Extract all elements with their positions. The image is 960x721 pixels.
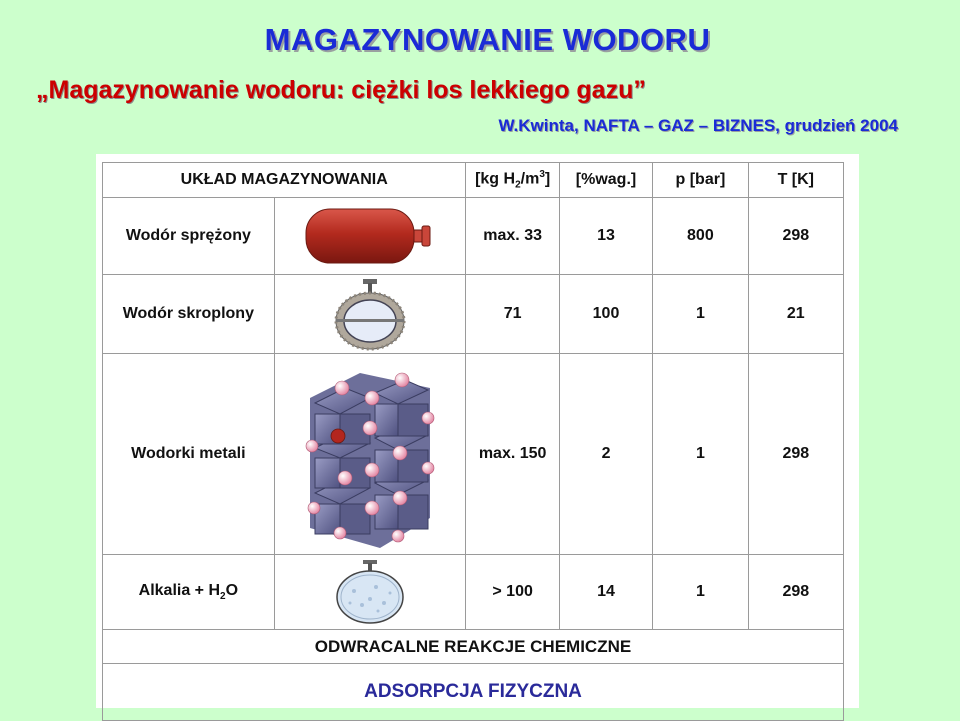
storage-table-panel bbox=[96, 154, 859, 708]
table-footer-row bbox=[103, 664, 844, 721]
metal-hydride-lattice-icon bbox=[274, 354, 466, 555]
cell-weight: 13 bbox=[559, 198, 652, 275]
physical-adsorption-note: ADSORPCJA FIZYCZNA bbox=[103, 664, 844, 721]
source-citation: W.Kwinta, NAFTA – GAZ – BIZNES, grudzień 2004 bbox=[498, 116, 898, 135]
cell-temperature: 298 bbox=[748, 555, 843, 630]
header-weight: [%wag.] bbox=[559, 163, 652, 198]
cell-density: > 100 bbox=[466, 555, 559, 630]
cell-pressure: 1 bbox=[653, 275, 748, 354]
row-label: Wodorki metali bbox=[103, 354, 275, 555]
cell-density: max. 33 bbox=[466, 198, 559, 275]
table-row bbox=[103, 555, 844, 630]
cell-pressure: 800 bbox=[653, 198, 748, 275]
table-footer-row bbox=[103, 630, 844, 664]
table-row bbox=[103, 275, 844, 354]
cryogenic-tank-icon bbox=[274, 275, 466, 354]
cell-pressure: 1 bbox=[653, 354, 748, 555]
header-density: [kg $H_2/m^3$] bbox=[466, 163, 559, 198]
storage-table bbox=[102, 162, 844, 721]
table-header-row bbox=[103, 163, 844, 198]
compressed-gas-cylinder-icon bbox=[274, 198, 466, 275]
header-system: UKŁAD MAGAZYNOWANIA bbox=[103, 163, 466, 198]
cell-density: 71 bbox=[466, 275, 559, 354]
row-label: Wodór skroplony bbox=[103, 275, 275, 354]
cell-weight: 14 bbox=[559, 555, 652, 630]
slide-title: MAGAZYNOWANIE WODORU bbox=[264, 22, 711, 57]
cell-weight: 2 bbox=[559, 354, 652, 555]
cell-temperature: 298 bbox=[748, 198, 843, 275]
cell-density: max. 150 bbox=[466, 354, 559, 555]
table-row bbox=[103, 354, 844, 555]
row-label: Alkalia + $H_2O$ bbox=[103, 555, 275, 630]
header-temperature: T [K] bbox=[748, 163, 843, 198]
cell-pressure: 1 bbox=[653, 555, 748, 630]
header-pressure: p [bar] bbox=[653, 163, 748, 198]
row-label: Wodór sprężony bbox=[103, 198, 275, 275]
cell-temperature: 21 bbox=[748, 275, 843, 354]
cell-weight: 100 bbox=[559, 275, 652, 354]
slide-subtitle: „Magazynowanie wodoru: ciężki los lekkiego gazu” bbox=[36, 76, 646, 104]
cell-temperature: 298 bbox=[748, 354, 843, 555]
table-row bbox=[103, 198, 844, 275]
alkali-reactor-tank-icon bbox=[274, 555, 466, 630]
reversible-reactions-note: ODWRACALNE REAKCJE CHEMICZNE bbox=[103, 630, 844, 664]
